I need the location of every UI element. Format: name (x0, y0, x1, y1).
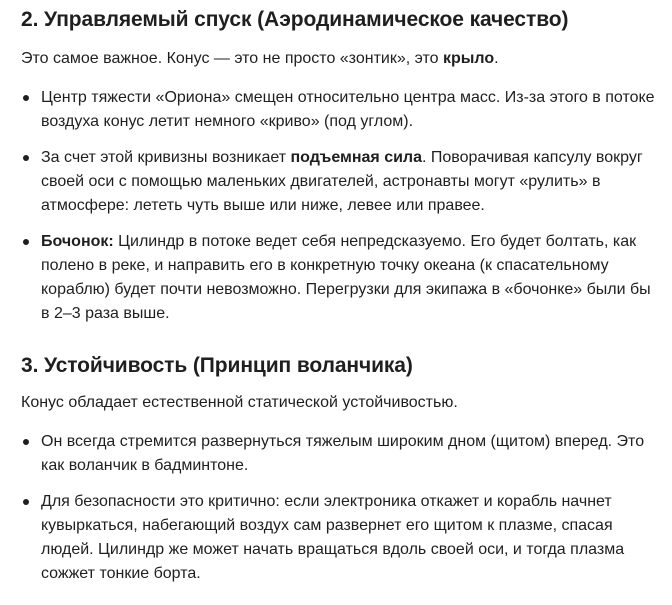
list-item-line: кувыркаться, набегающий воздух сам развернет его щитом к плазме, спасая (41, 517, 613, 534)
bullet-list-section-2 (21, 86, 672, 338)
list-item-line: Для безопасности это критично: если электроника откажет и корабль начнет (41, 493, 612, 510)
list-item-line: Центр тяжести «Ориона» смещен относительно центра масс. Из-за этого в потоке (41, 89, 655, 106)
section-intro-paragraph: Конус обладает естественной статической устойчивостью. (21, 394, 458, 411)
section-intro-paragraph (21, 47, 499, 71)
bullet-dot-icon (23, 239, 29, 245)
bold-text-segment: Бочонок: (41, 233, 114, 250)
list-item-line: сожжет тонкие борта. (41, 565, 201, 582)
intro-bold-text: крыло (442, 50, 495, 67)
list-item-line: людей. Цилиндр же может начать вращаться вдоль своей оси, и тогда плазма (41, 541, 625, 558)
list-item-line: воздуха конус летит немного «криво» (под углом). (41, 113, 414, 130)
list-item-line (41, 146, 672, 170)
text-segment: За счет этой кривизны возникает (41, 149, 291, 166)
bullet-dot-icon (23, 95, 29, 101)
bullet-dot-icon (23, 439, 29, 445)
list-item-line: кораблю) будет почти невозможно. Перегрузки для экипажа в «бочонке» были бы (41, 281, 651, 298)
bold-text-segment: подъемная сила (290, 149, 422, 166)
list-item (21, 430, 672, 478)
text-segment: Цилиндр в потоке ведет себя непредсказуемо. Его будет болтать, как (113, 233, 637, 250)
list-item (21, 490, 672, 586)
list-item (21, 230, 672, 326)
section-heading-stability: 3. Устойчивость (Принцип воланчика) (21, 354, 413, 377)
list-item-line: как воланчик в бадминтоне. (41, 457, 249, 474)
list-item-line: атмосфере: лететь чуть выше или ниже, левее или правее. (41, 197, 485, 214)
intro-end: . (494, 50, 499, 67)
section-heading-controlled-descent: 2. Управляемый спуск (Аэродинамическое качество) (21, 8, 569, 31)
list-item (21, 146, 672, 218)
text-segment: . Поворачивая капсулу вокруг (421, 149, 643, 166)
list-item-line: своей оси с помощью маленьких двигателей, астронавты могут «рулить» в (41, 173, 601, 190)
list-item-line: полено в реке, и направить его в конкретную точку океана (к спасательному (41, 257, 609, 274)
list-item-line (41, 230, 672, 254)
bullet-dot-icon (23, 499, 29, 505)
intro-text: Это самое важное. Конус — это не просто «зонтик», это (21, 50, 443, 67)
bullet-list-section-3 (21, 430, 672, 598)
list-item (21, 86, 672, 134)
list-item-line: Он всегда стремится развернуться тяжелым широким дном (щитом) вперед. Это (41, 433, 645, 450)
list-item-line: в 2–3 раза выше. (41, 305, 170, 322)
bullet-dot-icon (23, 155, 29, 161)
